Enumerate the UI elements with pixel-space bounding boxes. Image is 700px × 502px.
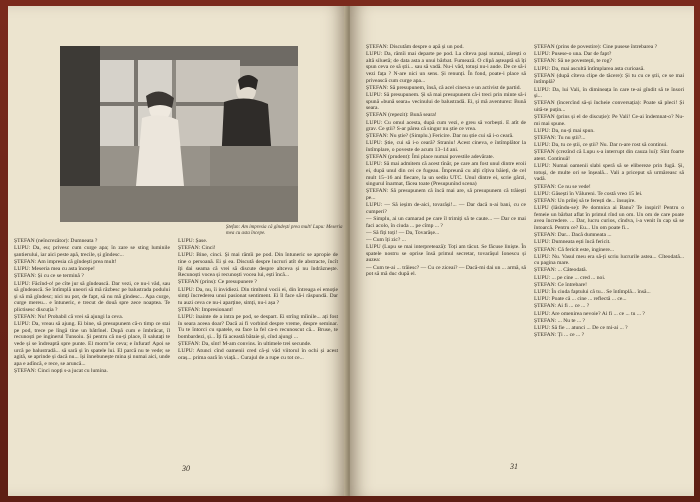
- text-paragraph: LUPU: Da, mai ascultă întîmplarea asta curioasă.: [534, 65, 645, 72]
- right-page-column-2: [534, 44, 684, 486]
- text-paragraph: LUPU: Dumneata ești încă fericit.: [534, 239, 611, 246]
- page-number-left: 30: [182, 464, 190, 473]
- photo-caption: Ștefan: Am impresia că gîndești prea mult! Lupu: Meseria mea cu asta începe.: [226, 225, 343, 236]
- text-paragraph: ȘTEFAN (prudent): Îmi place numai povestile adevărate.: [366, 154, 495, 161]
- text-paragraph: LUPU: Da, vreau să ajung. Ei bine, să presupunem că-n timp ce stai pe pod, trece pe lîngă tine un bătrînel. După cum e îmbrăcat, îl recunoști pe inginerul Tunsoiu. Și pentru că nu-ți place, îl salutați te vede și se îndreaptă spre punte. El morm’ie ceva; e înfurat! Apoi se urcă pe balustradă... să sară și în spatele lui. El parcă nu te vede; se agită, se aprinde și dacă nu... își înnebunește mina și numai aici, unde apa e adîncă, e rece, se aruncă...: [14, 321, 170, 367]
- text-paragraph: ȘTEFAN: Să ne povestești, te rog?: [534, 58, 612, 65]
- text-paragraph: LUPU: ... pe cine ... cred ... noi.: [534, 274, 606, 281]
- text-paragraph: LUPU: Are omenirea nevoie? Ai fi ... ce ... tu ... ?: [534, 310, 645, 317]
- scene-photo: [60, 46, 298, 222]
- text-paragraph: ȘTEFAN: Ce întrebare!: [534, 281, 588, 288]
- text-paragraph: LUPU: Nu. Vasul meu era să-ți scriu lucrurile astea... Cîteodată... cu pagina mare.: [534, 253, 684, 267]
- text-paragraph: LUPU: Da, lui Vali, în dimineața în care te-ai gîndit să te însori și...: [534, 86, 684, 100]
- text-paragraph: LUPU: Atunci cînd oamenii cred că-și văd viitorul în ochi și acest oraș... prima oară în viață... Curajul de a rupe cu tot ce...: [178, 348, 338, 361]
- text-paragraph: ȘTEFAN: Un prilej să te ferești de... însușire.: [534, 197, 636, 204]
- right-page: [350, 6, 694, 496]
- text-paragraph: ȘTEFAN: Am impresia că gîndești prea mult!: [14, 258, 117, 265]
- text-paragraph: LUPU: În ciuda faptului că tu... Se întîmplă... însă...: [534, 289, 651, 296]
- text-paragraph: ȘTEFAN: Da, sînt! M-am convins. în ultimele trei secunde.: [178, 341, 312, 348]
- text-paragraph: — Să fiți toți! — Da, Tovarășe...: [366, 229, 440, 236]
- text-paragraph: LUPU: Meseria mea cu asta începe!: [14, 266, 95, 273]
- text-paragraph: ȘTEFAN: Impresionant!: [178, 306, 234, 313]
- text-paragraph: LUPU: Da, eu; privesc cum curge apa; în zare se sting luminile șantierului, iar aici peste apă, trecile, și gîndesc...: [14, 245, 170, 258]
- text-paragraph: LUPU (lăsîndu-se): Pe domnica ai Banu? Te inspiri! Pentru o femeie un bărbat aflat în primul rînd un om. Un om de care poate avea încredere. ... Dar, lucru curios, cîndva, i-a venit în cap să se întoarcă. Pentru ce? Eu... Un om poate fi...: [534, 205, 684, 231]
- text-paragraph: LUPU: Să fie ... atunci ... De ce mi-ai ... ?: [534, 324, 628, 331]
- text-paragraph: ȘTEFAN: Ai fi ... ce ... ?: [534, 303, 590, 310]
- text-paragraph: ȘTEFAN (prins de povestire): Cine pusese întrebarea ?: [534, 44, 658, 50]
- text-paragraph: LUPU: Pusese-o una. Dar de fapt?: [534, 51, 612, 58]
- left-page-column-1: [14, 238, 170, 480]
- text-paragraph: LUPU (Lupu se mai interpretează): Toți am tăcut. Se făcuse liniște. În spatele nostru se oprise însă primul secretar, tovarășul Ionescu și auzea:: [366, 244, 526, 264]
- text-paragraph: LUPU: — Să ieșim de-aici, tovarăși!... — Dar dacă n-ai bani, cu ce cumperi?: [366, 202, 526, 215]
- left-page-column-2: [178, 238, 338, 460]
- text-paragraph: ȘTEFAN: Nu știe? (Simplu.) Fericire. Dar nu știe cui să i-o ceară.: [366, 133, 514, 140]
- text-paragraph: — Cum îți zic? ...: [366, 236, 406, 243]
- text-paragraph: LUPU: Făcînd-o! pe cîte jur să gîndească. Dar vezi, ce nu-i văd, sau să gîndească. Se întîmplă uneori să mă răzbesc pe balustrada podului și să mă gîndesc; nici nu pot, de fapt, să nu mă gîndesc... Apa curge, curge mereu... e întuneric, e trecut de două spre zece noaptea. Te plictisesc discuția ?: [14, 280, 170, 313]
- text-paragraph: ȘTEFAN (neîncrezător): Dumneata ?: [14, 238, 98, 244]
- text-paragraph: ȘTEFAN (repezit): Bună seara!: [366, 112, 437, 119]
- text-paragraph: LUPU: Bine, cinci. Și mai rămîi pe pod. Din întuneric se apropie de tine o persoană. Ei și ea. Discută despre lucruri atît de abstracte, încît îți dai seama că vrei să discute despre altceva și nu îndrăznește. Recunoști vocea și recunoști vocea lui, ești încă...: [178, 252, 338, 279]
- text-paragraph: ȘTEFAN: Și cu ce se termină ?: [14, 273, 84, 280]
- text-paragraph: LUPU: Știe, cui să i-o ceară? Straniu! Acest cineva, e întîmplător la întîmplare, o poveste de acum 13–14 ani.: [366, 140, 526, 154]
- text-paragraph: — Simplu, ai un camarad pe care îl trimiți să te caute... — Dar ce mai faci acolo, în ciuda ... pe cîmp ... ?: [366, 215, 526, 229]
- text-paragraph: ȘTEFAN (prins): Ce presupunere ?: [178, 279, 257, 286]
- photo-illustration: [60, 46, 298, 222]
- text-paragraph: LUPU: Da, nu-ți mai spun.: [534, 127, 595, 134]
- text-paragraph: LUPU: Da, tu ce știi, ce știi? Nu. Dar n-are rost să continui.: [534, 142, 668, 149]
- text-paragraph: LUPU: Numai oamenii slabi speră să se elibereze prin fugă. Și, totuși, de multe ori se înșeală... Vali a priceput să urmăreasc să vadă.: [534, 163, 684, 183]
- text-paragraph: ȘTEFAN (crezînd că Lupu s-a interrupt din cauza lui): Sînt foarte atent. Continuă!: [534, 149, 684, 163]
- text-paragraph: ȘTEFAN: Că fericit este, inginere...: [534, 246, 615, 253]
- text-paragraph: — Cum te-ai ... trăiesc? — Cu ce ziceai? — Dacă-mi dai un ... armă, să pot să mă duc după el.: [366, 264, 526, 278]
- text-paragraph: LUPU: Da, rămîi mai departe pe pod. La cîteva pași numai, zărești o altă siluetă; de data asta a unui bărbat. Fumează. O clipă așteaptă să îți spun ceva ce să știi... sau să vadă. Nu-i văd, totuși nu-i aude. De ce să-i vezi fața ? N-are nici un sens. Și renunți. În fond, poate-i place să privească cum curge apa...: [366, 51, 526, 84]
- text-paragraph: ȘTEFAN: ... Nu te ... ?: [534, 317, 586, 324]
- text-paragraph: ȘTEFAN: Discutăm despre o apă și un pod.: [366, 44, 464, 50]
- text-paragraph: ȘTEFAN: Să presupunem că încă mai are, să presupunem că trăiești pe...: [366, 188, 526, 201]
- text-paragraph: LUPU: Găsești în Vălureni. Te costă vreo 15 lei.: [534, 190, 643, 197]
- text-paragraph: ȘTEFAN: Ce nu se vede!: [534, 183, 591, 190]
- text-paragraph: ȘTEFAN (după cîteva clipe de tăcere): Și tu cu ce știi, ce se mai întîmplă?: [534, 72, 684, 86]
- text-paragraph: LUPU: Poate că ... cine ... reflectă ... ce...: [534, 296, 627, 303]
- text-paragraph: ȘTEFAN: Nu! Probabil că vrei să ajungi la ceva.: [14, 314, 124, 321]
- page-number-right: 31: [510, 462, 518, 471]
- text-paragraph: ȘTEFAN: Ți ... ce ... ?: [534, 332, 585, 339]
- text-paragraph: ȘTEFAN: ... Câteodată.: [534, 267, 588, 274]
- right-page-column-1: [366, 44, 526, 464]
- left-page: [8, 6, 346, 496]
- text-paragraph: ȘTEFAN: Dar... Dacă dumneata ...: [534, 232, 612, 239]
- text-paragraph: ȘTEFAN (prins și el de discuție): Pe Vali! Ce-ai îndemnat-o? Nu-mi mai spune.: [534, 114, 684, 127]
- text-paragraph: ȘTEFAN: Tu nu știi?...: [534, 135, 586, 142]
- text-paragraph: ȘTEFAN: Să presupunem, însă, că acel cineva e un activist de partid.: [366, 84, 521, 91]
- text-paragraph: ȘTEFAN: Cinci nopți s-a jucat cu lumina.: [14, 368, 108, 375]
- text-paragraph: LUPU: Să presupunem. Și să mai presupunem că-i treci prin minte să-i spună «bună seara» vecinului de balustradă. Ei, și mă aventurez: Bună seara.: [366, 91, 526, 112]
- text-paragraph: LUPU: Cu omul acesta, după cum vezi, e greu să vorbești. E atît de grav. Ce știi? S-ar părea că singur nu știe ce vrea.: [366, 119, 526, 133]
- text-paragraph: LUPU: Șase.: [178, 238, 208, 244]
- text-paragraph: ȘTEFAN (încercînd să-și încheie conversația): Poate să pleci! Și uită-te puțin...: [534, 100, 684, 113]
- text-paragraph: LUPU: Da, nu, îi invidiezi. Din timbrul vocii ei, din întreaga ei emoție simți încrederea unui pasionat sentiment. Ei îl face să-i răspundă. Dar tu auzi ceva ce nu-i aparține, simți, nu-i așa ?: [178, 286, 338, 306]
- text-paragraph: LUPU: Să mai admitem că acest tînăr, pe care am fost unul dintre eroii ei, după unul din cei ce fugeau. Împreună cu alți cîțiva băieți, de cel mult 15–16 ani fiecare, la un sediu UTC. Unul dintre ei, scrie gărzi, singurul înarmat, făcea toate (Presupunînd scena): [366, 161, 526, 188]
- text-paragraph: LUPU: înainte de a intra pe pod, se despart. Ei strîng mîinile... ați fost în seara aceea doar? Dacă ai fi vorbind despre vreme, despre seminar. Tu te întorci cu spatele, ea face la fel ca-n recunoscut că... Bruse, te bombardezi, și... Îți fă această bătaie și, cînd ajungi ...: [178, 314, 338, 340]
- text-paragraph: ȘTEFAN: Cinci!: [178, 245, 216, 252]
